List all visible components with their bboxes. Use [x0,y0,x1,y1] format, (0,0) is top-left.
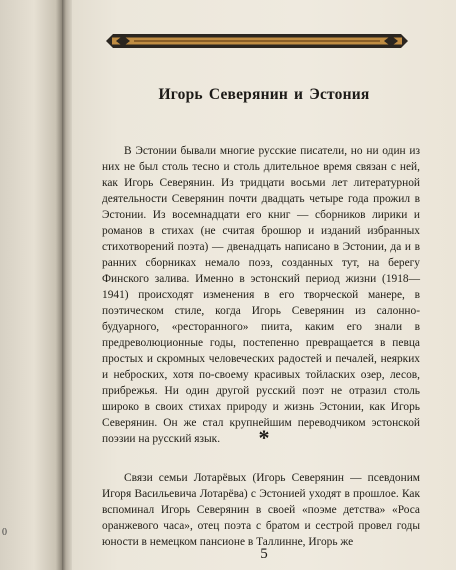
header-ornament-icon [106,34,408,48]
book-spine [62,0,72,570]
paragraph-intro: В Эстонии бывали многие русские писатели, но ни один из них не был столь тесно и столь длительное время связан с ней, как Игорь Северянин. Из тридцати восьми лет литературной деятельности Северянин почти двадцать четыре года прожил в Эстонии. Из восемнадцати его книг — сборников лирики и романов в стихах (не считая брошюр и изданий избранных стихотворений поэта) — двенадцать написано в Эстонии, да и в ранних сборниках немало поэз, созданных тут, на берегу Финского залива. Именно в эстонский период жизни (1918—1941) происходят изменения в его творческой манере, в поэтическом стиле, когда Игорь Северянин из салонно-будуарного, «ресторанного» пиита, каким его знали в предреволюционные годы, постепенно превращается в певца простых и скромных человеческих радостей и печалей, неярких и неброских, хотя по-своему красивых тойласких озер, лесов, прибрежья. Ни один другой русский поэт не отразил столь широко в своих стихах природу и жизнь Эстонии, как Игорь Северянин. Он же стал крупнейшим переводчиком эстонской поэзии на русский язык. [102,145,420,446]
left-page-edge [0,0,62,570]
paragraph-family: Связи семьи Лотарёвых (Игорь Северянин — псевдоним Игоря Васильевича Лотарёва) с Эстонией уходят в прошлое. Как вспоминал Игорь Северянин в своей «поэме детства» «Роса оранжевого часа», отец поэта с братом и сестрой провел годы юности в немецком пансионе в Таллинне, Игорь же [102,472,420,549]
chapter-title: Игорь Северянин и Эстония [158,86,370,103]
left-page-margin-mark: 0 [2,527,7,538]
book-page [72,0,456,570]
page-number: 5 [260,546,268,562]
section-separator: * [258,425,270,450]
